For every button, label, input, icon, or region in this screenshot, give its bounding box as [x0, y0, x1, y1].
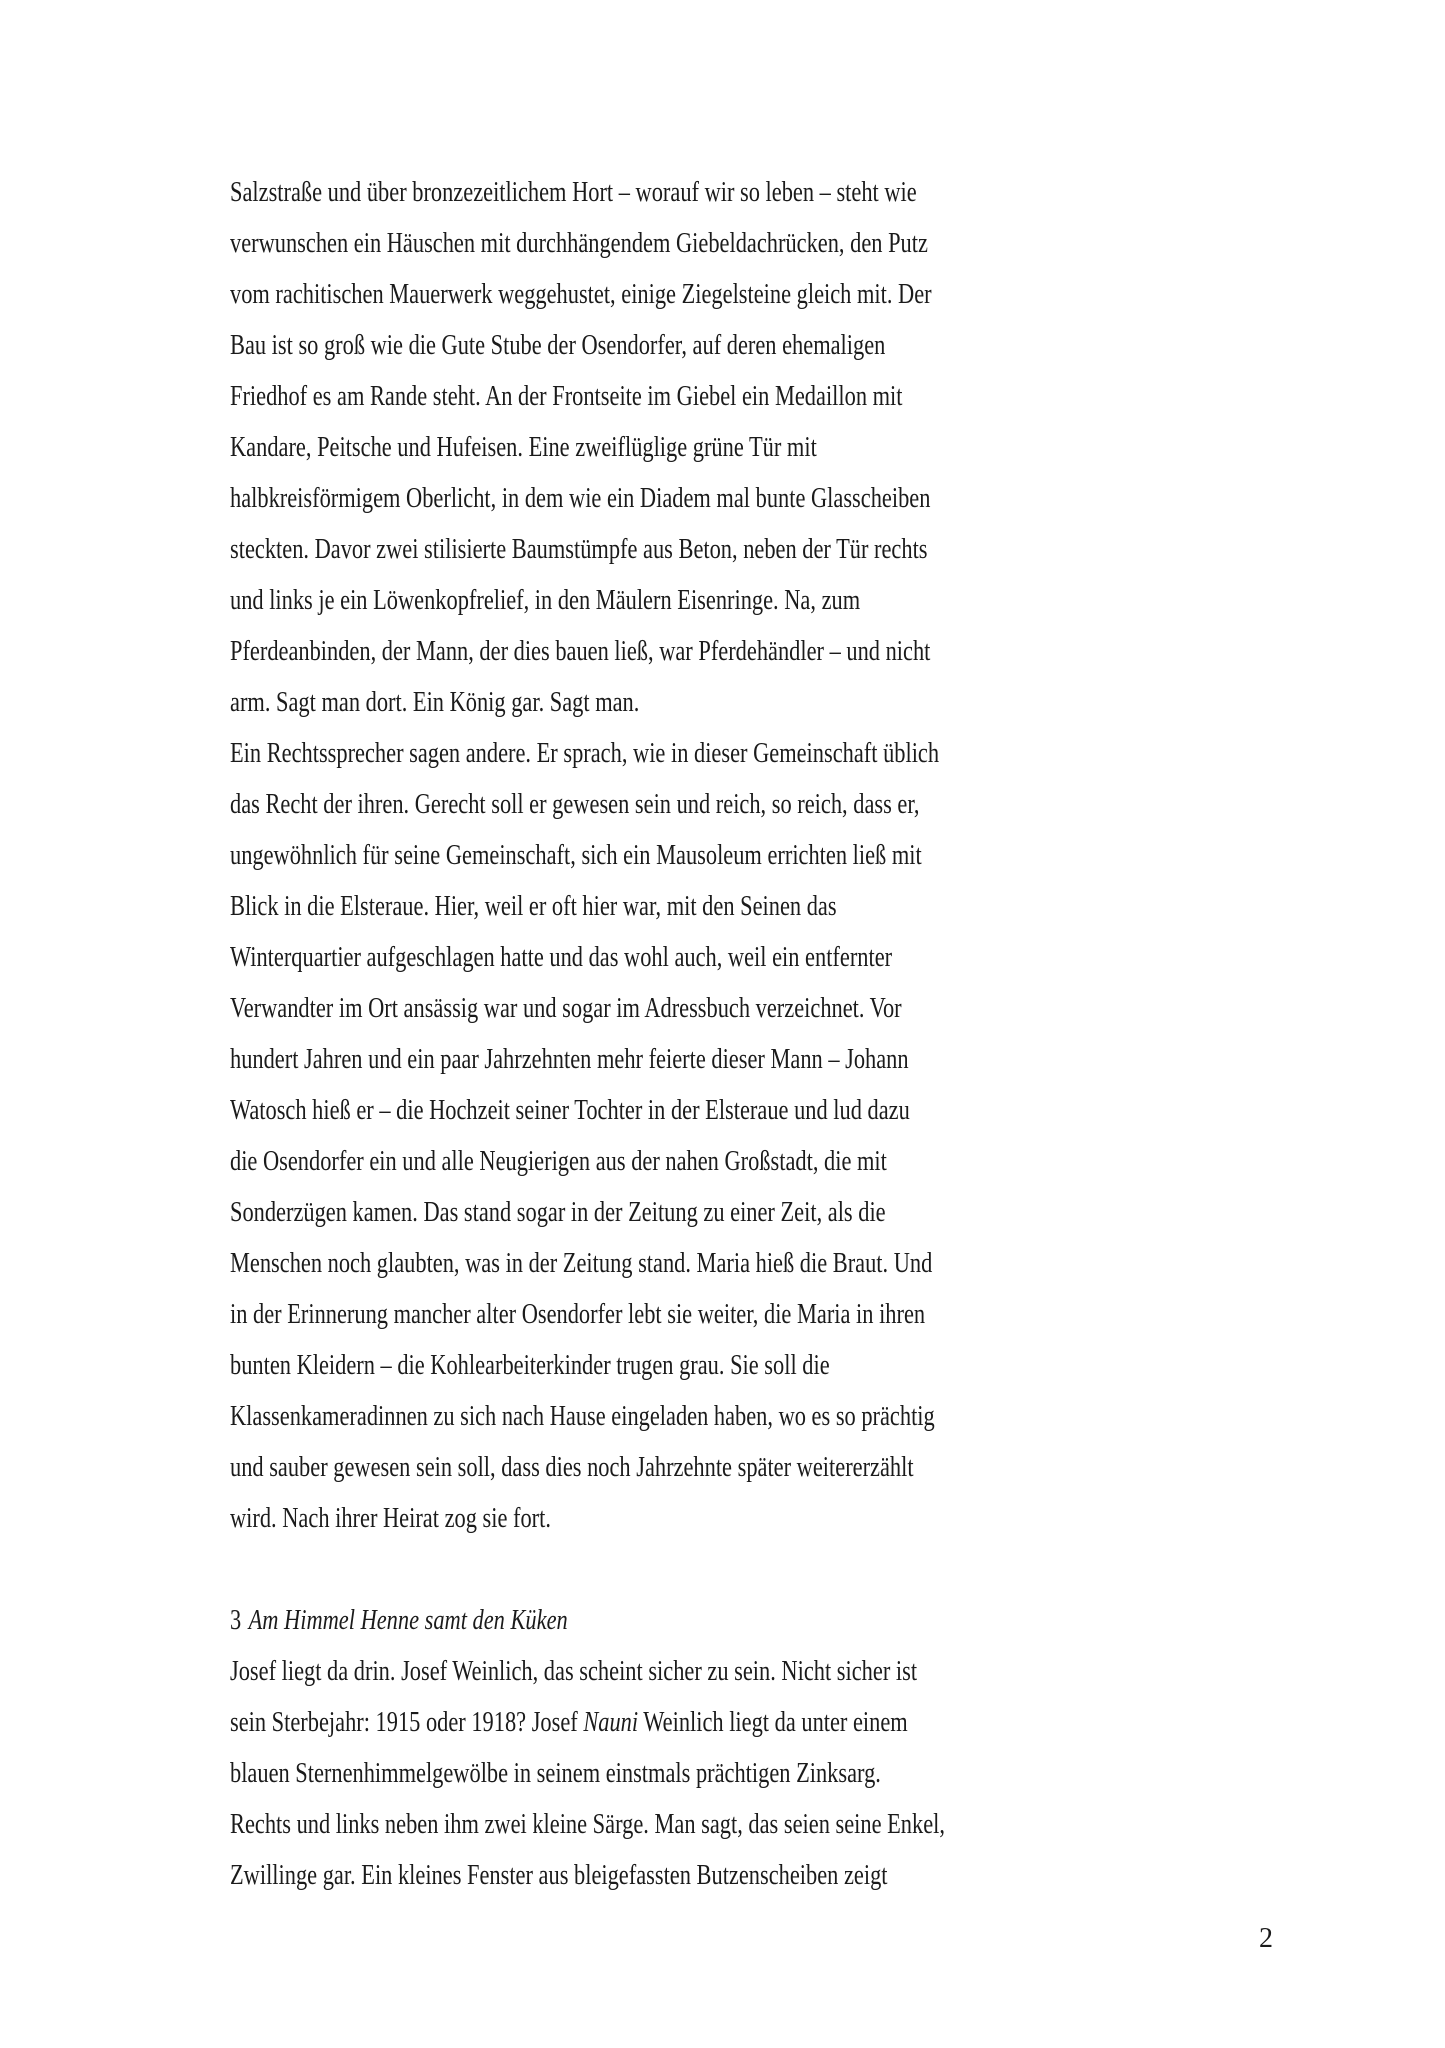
text-line: die Osendorfer ein und alle Neugierigen aus der nahen Großstadt, die mit	[230, 1146, 887, 1177]
text-line: und sauber gewesen sein soll, dass dies noch Jahrzehnte später weitererzählt	[230, 1452, 914, 1483]
text-line: Verwandter im Ort ansässig war und sogar im Adressbuch verzeichnet. Vor	[230, 993, 902, 1024]
text-line: blauen Sternenhimmelgewölbe in seinem einstmals prächtigen Zinksarg.	[230, 1758, 881, 1789]
page-number: 2	[1259, 1923, 1273, 1954]
text-line: Klassenkameradinnen zu sich nach Hause eingeladen haben, wo es so prächtig	[230, 1401, 935, 1432]
text-line: halbkreisförmigem Oberlicht, in dem wie ein Diadem mal bunte Glasscheiben	[230, 483, 931, 514]
text-line: Watosch hieß er – die Hochzeit seiner Tochter in der Elsteraue und lud dazu	[230, 1095, 910, 1126]
text-line: arm. Sagt man dort. Ein König gar. Sagt man.	[230, 687, 640, 718]
text-line: Ein Rechtssprecher sagen andere. Er sprach, wie in dieser Gemeinschaft üblich	[230, 738, 940, 769]
section-title: Am Himmel Henne samt den Küken	[248, 1605, 568, 1636]
text-line: ungewöhnlich für seine Gemeinschaft, sich ein Mausoleum errichten ließ mit	[230, 840, 922, 871]
section-heading	[230, 1595, 945, 1646]
paragraph-josef	[230, 1646, 945, 1901]
text-line: Rechts und links neben ihm zwei kleine Särge. Man sagt, das seien seine Enkel,	[230, 1809, 945, 1840]
text-line: Winterquartier aufgeschlagen hatte und das wohl auch, weil ein entfernter	[230, 942, 893, 973]
text-line: in der Erinnerung mancher alter Osendorfer lebt sie weiter, die Maria in ihren	[230, 1299, 926, 1330]
text-line: hundert Jahren und ein paar Jahrzehnten mehr feierte dieser Mann – Johann	[230, 1044, 909, 1075]
text-line: steckten. Davor zwei stilisierte Baumstümpfe aus Beton, neben der Tür rechts	[230, 534, 928, 565]
text-line: das Recht der ihren. Gerecht soll er gewesen sein und reich, so reich, dass er,	[230, 789, 920, 820]
text-line: Pferdeanbinden, der Mann, der dies bauen ließ, war Pferdehändler – und nicht	[230, 636, 931, 667]
text-line: und links je ein Löwenkopfrelief, in den Mäulern Eisenringe. Na, zum	[230, 585, 861, 616]
section-number: 3	[230, 1605, 242, 1636]
text-line: Blick in die Elsteraue. Hier, weil er oft hier war, mit den Seinen das	[230, 891, 837, 922]
text-line: Menschen noch glaubten, was in der Zeitung stand. Maria hieß die Braut. Und	[230, 1248, 933, 1279]
text-line: bunten Kleidern – die Kohlearbeiterkinder trugen grau. Sie soll die	[230, 1350, 830, 1381]
text-line: Kandare, Peitsche und Hufeisen. Eine zweiflüglige grüne Tür mit	[230, 432, 817, 463]
text-line: wird. Nach ihrer Heirat zog sie fort.	[230, 1503, 551, 1534]
text-line: Bau ist so groß wie die Gute Stube der Osendorfer, auf deren ehemaligen	[230, 330, 886, 361]
text-line: sein Sterbejahr: 1915 oder 1918? Josef Nauni Weinlich liegt da unter einem	[230, 1707, 908, 1738]
paragraph-rechtssprecher	[230, 728, 945, 1544]
text-line: vom rachitischen Mauerwerk weggehustet, einige Ziegelsteine gleich mit. Der	[230, 279, 932, 310]
text-line: Friedhof es am Rande steht. An der Frontseite im Giebel ein Medaillon mit	[230, 381, 903, 412]
paragraph-house	[230, 167, 945, 728]
text-line: Josef liegt da drin. Josef Weinlich, das scheint sicher zu sein. Nicht sicher ist	[230, 1656, 918, 1687]
text-block	[230, 167, 945, 1901]
text-line: Salzstraße und über bronzezeitlichem Hort – worauf wir so leben – steht wie	[230, 177, 917, 208]
text-line: Zwillinge gar. Ein kleines Fenster aus bleigefassten Butzenscheiben zeigt	[230, 1860, 888, 1891]
text-line: verwunschen ein Häuschen mit durchhängendem Giebeldachrücken, den Putz	[230, 228, 928, 259]
text-line: Sonderzügen kamen. Das stand sogar in der Zeitung zu einer Zeit, als die	[230, 1197, 886, 1228]
